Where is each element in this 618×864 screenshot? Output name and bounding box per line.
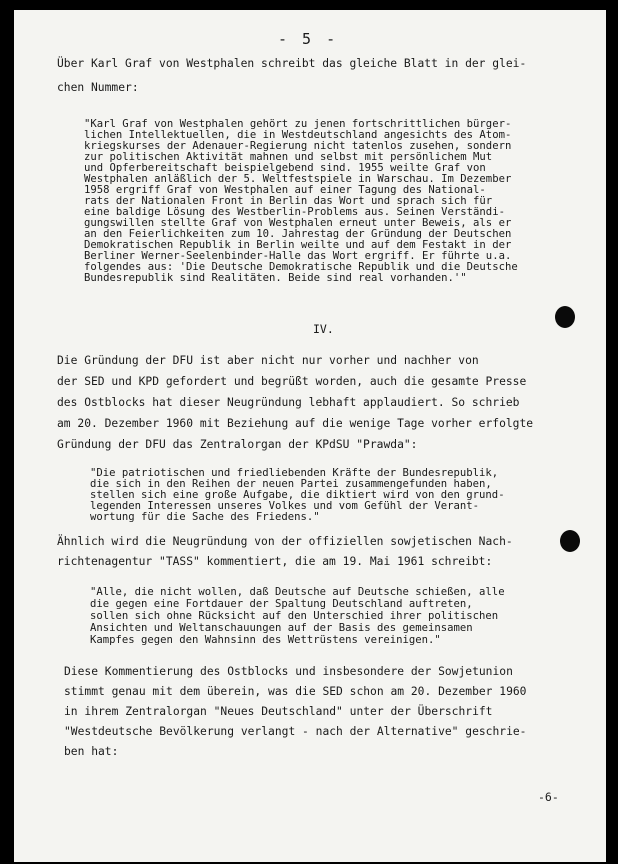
quote-line: sollen sich ohne Rücksicht auf den Unterschied ihrer politischen (90, 610, 499, 622)
quote-line: "Karl Graf von Westphalen gehört zu jenen fortschrittlichen bürger- (84, 118, 512, 130)
text-line: "Westdeutsche Bevölkerung verlangt - nach der Alternative" geschrie- (64, 725, 527, 738)
text-line: stimmt genau mit dem überein, was die SED schon am 20. Dezember 1960 (64, 685, 527, 698)
quote-line: Demokratischen Republik in Berlin weilte und auf dem Festakt in der (84, 239, 512, 251)
quote-line: 1958 ergriff Graf von Westphalen auf einer Tagung des National- (84, 184, 486, 196)
document-page (14, 10, 606, 862)
quote-line: folgendes aus: 'Die Deutsche Demokratische Republik und die Deutsche (84, 261, 518, 273)
quote-line: Kampfes gegen den Wahnsinn des Wettrüstens vereinigen." (90, 634, 441, 646)
text-line: Die Gründung der DFU ist aber nicht nur vorher und nachher von (57, 354, 479, 367)
text-line: ben hat: (64, 745, 119, 758)
text-line: Ähnlich wird die Neugründung von der offiziellen sowjetischen Nach- (57, 535, 513, 548)
quote-line: kriegskurses der Adenauer-Regierung nicht tatenlos zusehen, sondern (84, 140, 512, 152)
text-line: richtenagentur "TASS" kommentiert, die am 19. Mai 1961 schreibt: (57, 555, 493, 568)
quote-line: und Opferbereitschaft beispielgebend sind. 1955 weilte Graf von (84, 162, 486, 174)
quote-line: legenden Interessen unseres Volkes und vom Gefühl der Verant- (90, 500, 480, 512)
text-line: Gründung der DFU das Zentralorgan der KPdSU "Prawda": (57, 438, 418, 451)
quote-line: gungswillen stellte Graf von Westphalen erneut unter Beweis, als er (84, 217, 512, 229)
quote-line: an den Feierlichkeiten zum 10. Jahrestag der Gründung der Deutschen (84, 228, 512, 240)
section-heading: IV. (313, 322, 334, 336)
quote-line: Bundesrepublik sind Realitäten. Beide sind real vorhanden.'" (84, 272, 467, 284)
quote-line: die sich in den Reihen der neuen Partei zusammengefunden haben, (90, 478, 492, 490)
text-line: am 20. Dezember 1960 mit Beziehung auf die wenige Tage vorher erfolgte (57, 417, 534, 430)
quote-line: Westphalen anläßlich der 5. Weltfestspiele in Warschau. Im Dezember (84, 173, 512, 185)
quote-line: "Die patriotischen und friedliebenden Kräfte der Bundesrepublik, (90, 467, 499, 479)
quote-line: die gegen eine Fortdauer der Spaltung Deutschland auftreten, (90, 598, 473, 610)
quote-line: rats der Nationalen Front in Berlin das Wort und sprach sich für (84, 195, 493, 207)
page-number-top: - 5 - (278, 30, 339, 48)
quote-line: "Alle, die nicht wollen, daß Deutsche auf Deutsche schießen, alle (90, 586, 505, 598)
text-line: Diese Kommentierung des Ostblocks und insbesondere der Sowjetunion (64, 665, 513, 678)
quote-line: zur politischen Aktivität mahnen und selbst mit persönlichem Mut (84, 151, 493, 163)
text-line: der SED und KPD gefordert und begrüßt worden, auch die gesamte Presse (57, 375, 527, 388)
quote-line: stellen sich eine große Aufgabe, die diktiert wird von den grund- (90, 489, 505, 501)
text-line: in ihrem Zentralorgan "Neues Deutschland" unter der Überschrift (64, 705, 493, 718)
quote-line: Berliner Werner-Seelenbinder-Halle das Wort ergriff. Er führte u.a. (84, 250, 512, 262)
page-number-bottom: -6- (538, 790, 559, 804)
quote-line: Ansichten und Weltanschauungen auf der Basis des gemeinsamen (90, 622, 473, 634)
text-line: des Ostblocks hat dieser Neugründung lebhaft applaudiert. So schrieb (57, 396, 520, 409)
punch-hole-icon (555, 306, 575, 328)
quote-line: lichen Intellektuellen, die in Westdeutschland angesichts des Atom- (84, 129, 512, 141)
quote-line: wortung für die Sache des Friedens." (90, 511, 320, 523)
text-line: chen Nummer: (57, 81, 139, 94)
quote-line: eine baldige Lösung des Westberlin-Problems aus. Seinen Verständi- (84, 206, 505, 218)
punch-hole-icon (560, 530, 580, 552)
text-line: Über Karl Graf von Westphalen schreibt das gleiche Blatt in der glei- (57, 57, 527, 70)
